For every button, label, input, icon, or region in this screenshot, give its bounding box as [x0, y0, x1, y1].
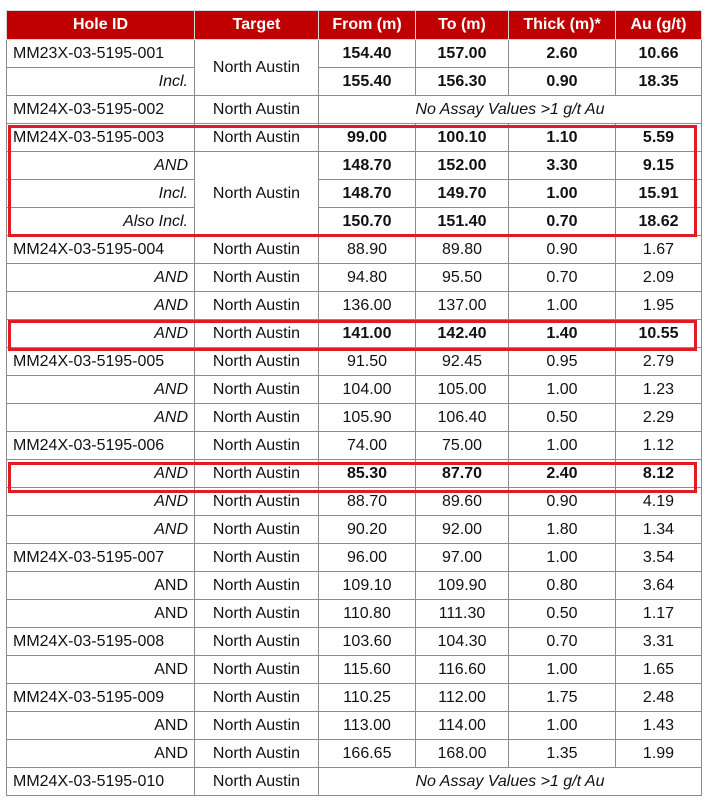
au-cell: 2.29 [616, 404, 702, 432]
target-cell: North Austin [195, 264, 319, 292]
to-cell: 114.00 [416, 712, 509, 740]
to-cell: 157.00 [416, 40, 509, 68]
target-cell: North Austin [195, 516, 319, 544]
target-cell: North Austin [195, 544, 319, 572]
from-cell: 85.30 [319, 460, 416, 488]
thick-cell: 0.90 [509, 488, 616, 516]
target-cell: North Austin [195, 628, 319, 656]
thick-cell: 1.00 [509, 656, 616, 684]
au-cell: 9.15 [616, 152, 702, 180]
target-cell: North Austin [195, 460, 319, 488]
au-cell: 8.12 [616, 460, 702, 488]
au-cell: 10.55 [616, 320, 702, 348]
table-row [7, 264, 702, 292]
to-cell: 100.10 [416, 124, 509, 152]
hole-id-cell: Also Incl. [7, 208, 195, 236]
target-cell: North Austin [195, 376, 319, 404]
from-cell: 96.00 [319, 544, 416, 572]
hole-id-cell: AND [7, 488, 195, 516]
hole-id-cell: MM24X-03-5195-009 [7, 684, 195, 712]
thick-cell: 1.00 [509, 180, 616, 208]
header-from: From (m) [319, 11, 416, 40]
thick-cell: 1.35 [509, 740, 616, 768]
thick-cell: 1.00 [509, 544, 616, 572]
target-cell: North Austin [195, 96, 319, 124]
table-row [7, 768, 702, 796]
from-cell: 148.70 [319, 180, 416, 208]
au-cell: 1.34 [616, 516, 702, 544]
from-cell: 110.80 [319, 600, 416, 628]
header-row [7, 11, 702, 40]
au-cell: 18.62 [616, 208, 702, 236]
hole-id-cell: AND [7, 712, 195, 740]
au-cell: 2.48 [616, 684, 702, 712]
from-cell: 88.90 [319, 236, 416, 264]
to-cell: 87.70 [416, 460, 509, 488]
table-row [7, 376, 702, 404]
from-cell: 105.90 [319, 404, 416, 432]
target-cell: North Austin [195, 320, 319, 348]
table-row [7, 208, 702, 236]
table-row [7, 600, 702, 628]
from-cell: 99.00 [319, 124, 416, 152]
from-cell: 154.40 [319, 40, 416, 68]
hole-id-cell: MM24X-03-5195-008 [7, 628, 195, 656]
target-cell: North Austin [195, 488, 319, 516]
thick-cell: 0.80 [509, 572, 616, 600]
to-cell: 89.60 [416, 488, 509, 516]
hole-id-cell: MM24X-03-5195-006 [7, 432, 195, 460]
thick-cell: 0.50 [509, 404, 616, 432]
target-cell: North Austin [195, 404, 319, 432]
au-cell: 1.43 [616, 712, 702, 740]
from-cell: 150.70 [319, 208, 416, 236]
target-cell: North Austin [195, 656, 319, 684]
au-cell: 2.79 [616, 348, 702, 376]
header-au: Au (g/t) [616, 11, 702, 40]
thick-cell: 1.75 [509, 684, 616, 712]
au-cell: 3.54 [616, 544, 702, 572]
target-cell: North Austin [195, 432, 319, 460]
to-cell: 111.30 [416, 600, 509, 628]
au-cell: 1.12 [616, 432, 702, 460]
target-cell: North Austin [195, 712, 319, 740]
hole-id-cell: AND [7, 264, 195, 292]
hole-id-cell: AND [7, 460, 195, 488]
from-cell: 113.00 [319, 712, 416, 740]
to-cell: 151.40 [416, 208, 509, 236]
au-cell: 1.23 [616, 376, 702, 404]
au-cell: 2.09 [616, 264, 702, 292]
from-cell: 104.00 [319, 376, 416, 404]
table-row [7, 488, 702, 516]
hole-id-cell: MM24X-03-5195-007 [7, 544, 195, 572]
table-row [7, 572, 702, 600]
target-cell: North Austin [195, 236, 319, 264]
target-cell: North Austin [195, 40, 319, 96]
target-cell: North Austin [195, 292, 319, 320]
hole-id-cell: AND [7, 376, 195, 404]
thick-cell: 1.00 [509, 376, 616, 404]
table-row [7, 460, 702, 488]
hole-id-cell: Incl. [7, 180, 195, 208]
table-row [7, 180, 702, 208]
table-row [7, 656, 702, 684]
hole-id-cell: MM23X-03-5195-001 [7, 40, 195, 68]
thick-cell: 0.70 [509, 264, 616, 292]
au-cell: 1.95 [616, 292, 702, 320]
target-cell: North Austin [195, 684, 319, 712]
to-cell: 112.00 [416, 684, 509, 712]
target-cell: North Austin [195, 768, 319, 796]
from-cell: 115.60 [319, 656, 416, 684]
au-cell: 18.35 [616, 68, 702, 96]
to-cell: 137.00 [416, 292, 509, 320]
header-hole-id: Hole ID [7, 11, 195, 40]
table-row [7, 432, 702, 460]
hole-id-cell: MM24X-03-5195-003 [7, 124, 195, 152]
target-cell: North Austin [195, 348, 319, 376]
table-row [7, 124, 702, 152]
hole-id-cell: MM24X-03-5195-002 [7, 96, 195, 124]
to-cell: 104.30 [416, 628, 509, 656]
to-cell: 152.00 [416, 152, 509, 180]
to-cell: 92.45 [416, 348, 509, 376]
thick-cell: 3.30 [509, 152, 616, 180]
hole-id-cell: AND [7, 292, 195, 320]
from-cell: 74.00 [319, 432, 416, 460]
thick-cell: 1.80 [509, 516, 616, 544]
thick-cell: 0.70 [509, 208, 616, 236]
thick-cell: 0.70 [509, 628, 616, 656]
to-cell: 97.00 [416, 544, 509, 572]
header-target: Target [195, 11, 319, 40]
table-row [7, 68, 702, 96]
thick-cell: 0.95 [509, 348, 616, 376]
table-row [7, 40, 702, 68]
table-row [7, 348, 702, 376]
from-cell: 110.25 [319, 684, 416, 712]
au-cell: 3.31 [616, 628, 702, 656]
from-cell: 88.70 [319, 488, 416, 516]
table-row [7, 684, 702, 712]
to-cell: 106.40 [416, 404, 509, 432]
thick-cell: 1.10 [509, 124, 616, 152]
from-cell: 155.40 [319, 68, 416, 96]
au-cell: 3.64 [616, 572, 702, 600]
to-cell: 142.40 [416, 320, 509, 348]
thick-cell: 1.00 [509, 292, 616, 320]
target-cell: North Austin [195, 740, 319, 768]
to-cell: 89.80 [416, 236, 509, 264]
to-cell: 109.90 [416, 572, 509, 600]
au-cell: 10.66 [616, 40, 702, 68]
hole-id-cell: Incl. [7, 68, 195, 96]
hole-id-cell: AND [7, 572, 195, 600]
from-cell: 103.60 [319, 628, 416, 656]
table-row [7, 712, 702, 740]
table-row [7, 628, 702, 656]
from-cell: 166.65 [319, 740, 416, 768]
no-assay-note: No Assay Values >1 g/t Au [319, 768, 702, 796]
target-cell: North Austin [195, 600, 319, 628]
hole-id-cell: AND [7, 600, 195, 628]
hole-id-cell: MM24X-03-5195-004 [7, 236, 195, 264]
table-row [7, 236, 702, 264]
thick-cell: 0.50 [509, 600, 616, 628]
table-row [7, 152, 702, 180]
thick-cell: 1.00 [509, 712, 616, 740]
thick-cell: 0.90 [509, 68, 616, 96]
from-cell: 109.10 [319, 572, 416, 600]
au-cell: 1.99 [616, 740, 702, 768]
table-row [7, 292, 702, 320]
to-cell: 116.60 [416, 656, 509, 684]
hole-id-cell: AND [7, 516, 195, 544]
to-cell: 92.00 [416, 516, 509, 544]
target-cell: North Austin [195, 124, 319, 152]
au-cell: 1.67 [616, 236, 702, 264]
hole-id-cell: AND [7, 740, 195, 768]
from-cell: 136.00 [319, 292, 416, 320]
thick-cell: 2.40 [509, 460, 616, 488]
header-to: To (m) [416, 11, 509, 40]
to-cell: 95.50 [416, 264, 509, 292]
to-cell: 105.00 [416, 376, 509, 404]
to-cell: 156.30 [416, 68, 509, 96]
hole-id-cell: MM24X-03-5195-005 [7, 348, 195, 376]
table-row [7, 320, 702, 348]
thick-cell: 1.00 [509, 432, 616, 460]
target-cell: North Austin [195, 572, 319, 600]
from-cell: 94.80 [319, 264, 416, 292]
from-cell: 91.50 [319, 348, 416, 376]
hole-id-cell: MM24X-03-5195-010 [7, 768, 195, 796]
to-cell: 75.00 [416, 432, 509, 460]
au-cell: 1.17 [616, 600, 702, 628]
au-cell: 1.65 [616, 656, 702, 684]
to-cell: 149.70 [416, 180, 509, 208]
au-cell: 15.91 [616, 180, 702, 208]
to-cell: 168.00 [416, 740, 509, 768]
table-row [7, 544, 702, 572]
thick-cell: 2.60 [509, 40, 616, 68]
hole-id-cell: AND [7, 404, 195, 432]
from-cell: 90.20 [319, 516, 416, 544]
hole-id-cell: AND [7, 320, 195, 348]
thick-cell: 1.40 [509, 320, 616, 348]
drill-results-table [6, 10, 702, 796]
au-cell: 4.19 [616, 488, 702, 516]
au-cell: 5.59 [616, 124, 702, 152]
no-assay-note: No Assay Values >1 g/t Au [319, 96, 702, 124]
header-thick: Thick (m)* [509, 11, 616, 40]
target-cell: North Austin [195, 152, 319, 236]
hole-id-cell: AND [7, 152, 195, 180]
table-row [7, 516, 702, 544]
table-row [7, 96, 702, 124]
thick-cell: 0.90 [509, 236, 616, 264]
from-cell: 141.00 [319, 320, 416, 348]
table-row [7, 740, 702, 768]
table-row [7, 404, 702, 432]
hole-id-cell: AND [7, 656, 195, 684]
from-cell: 148.70 [319, 152, 416, 180]
